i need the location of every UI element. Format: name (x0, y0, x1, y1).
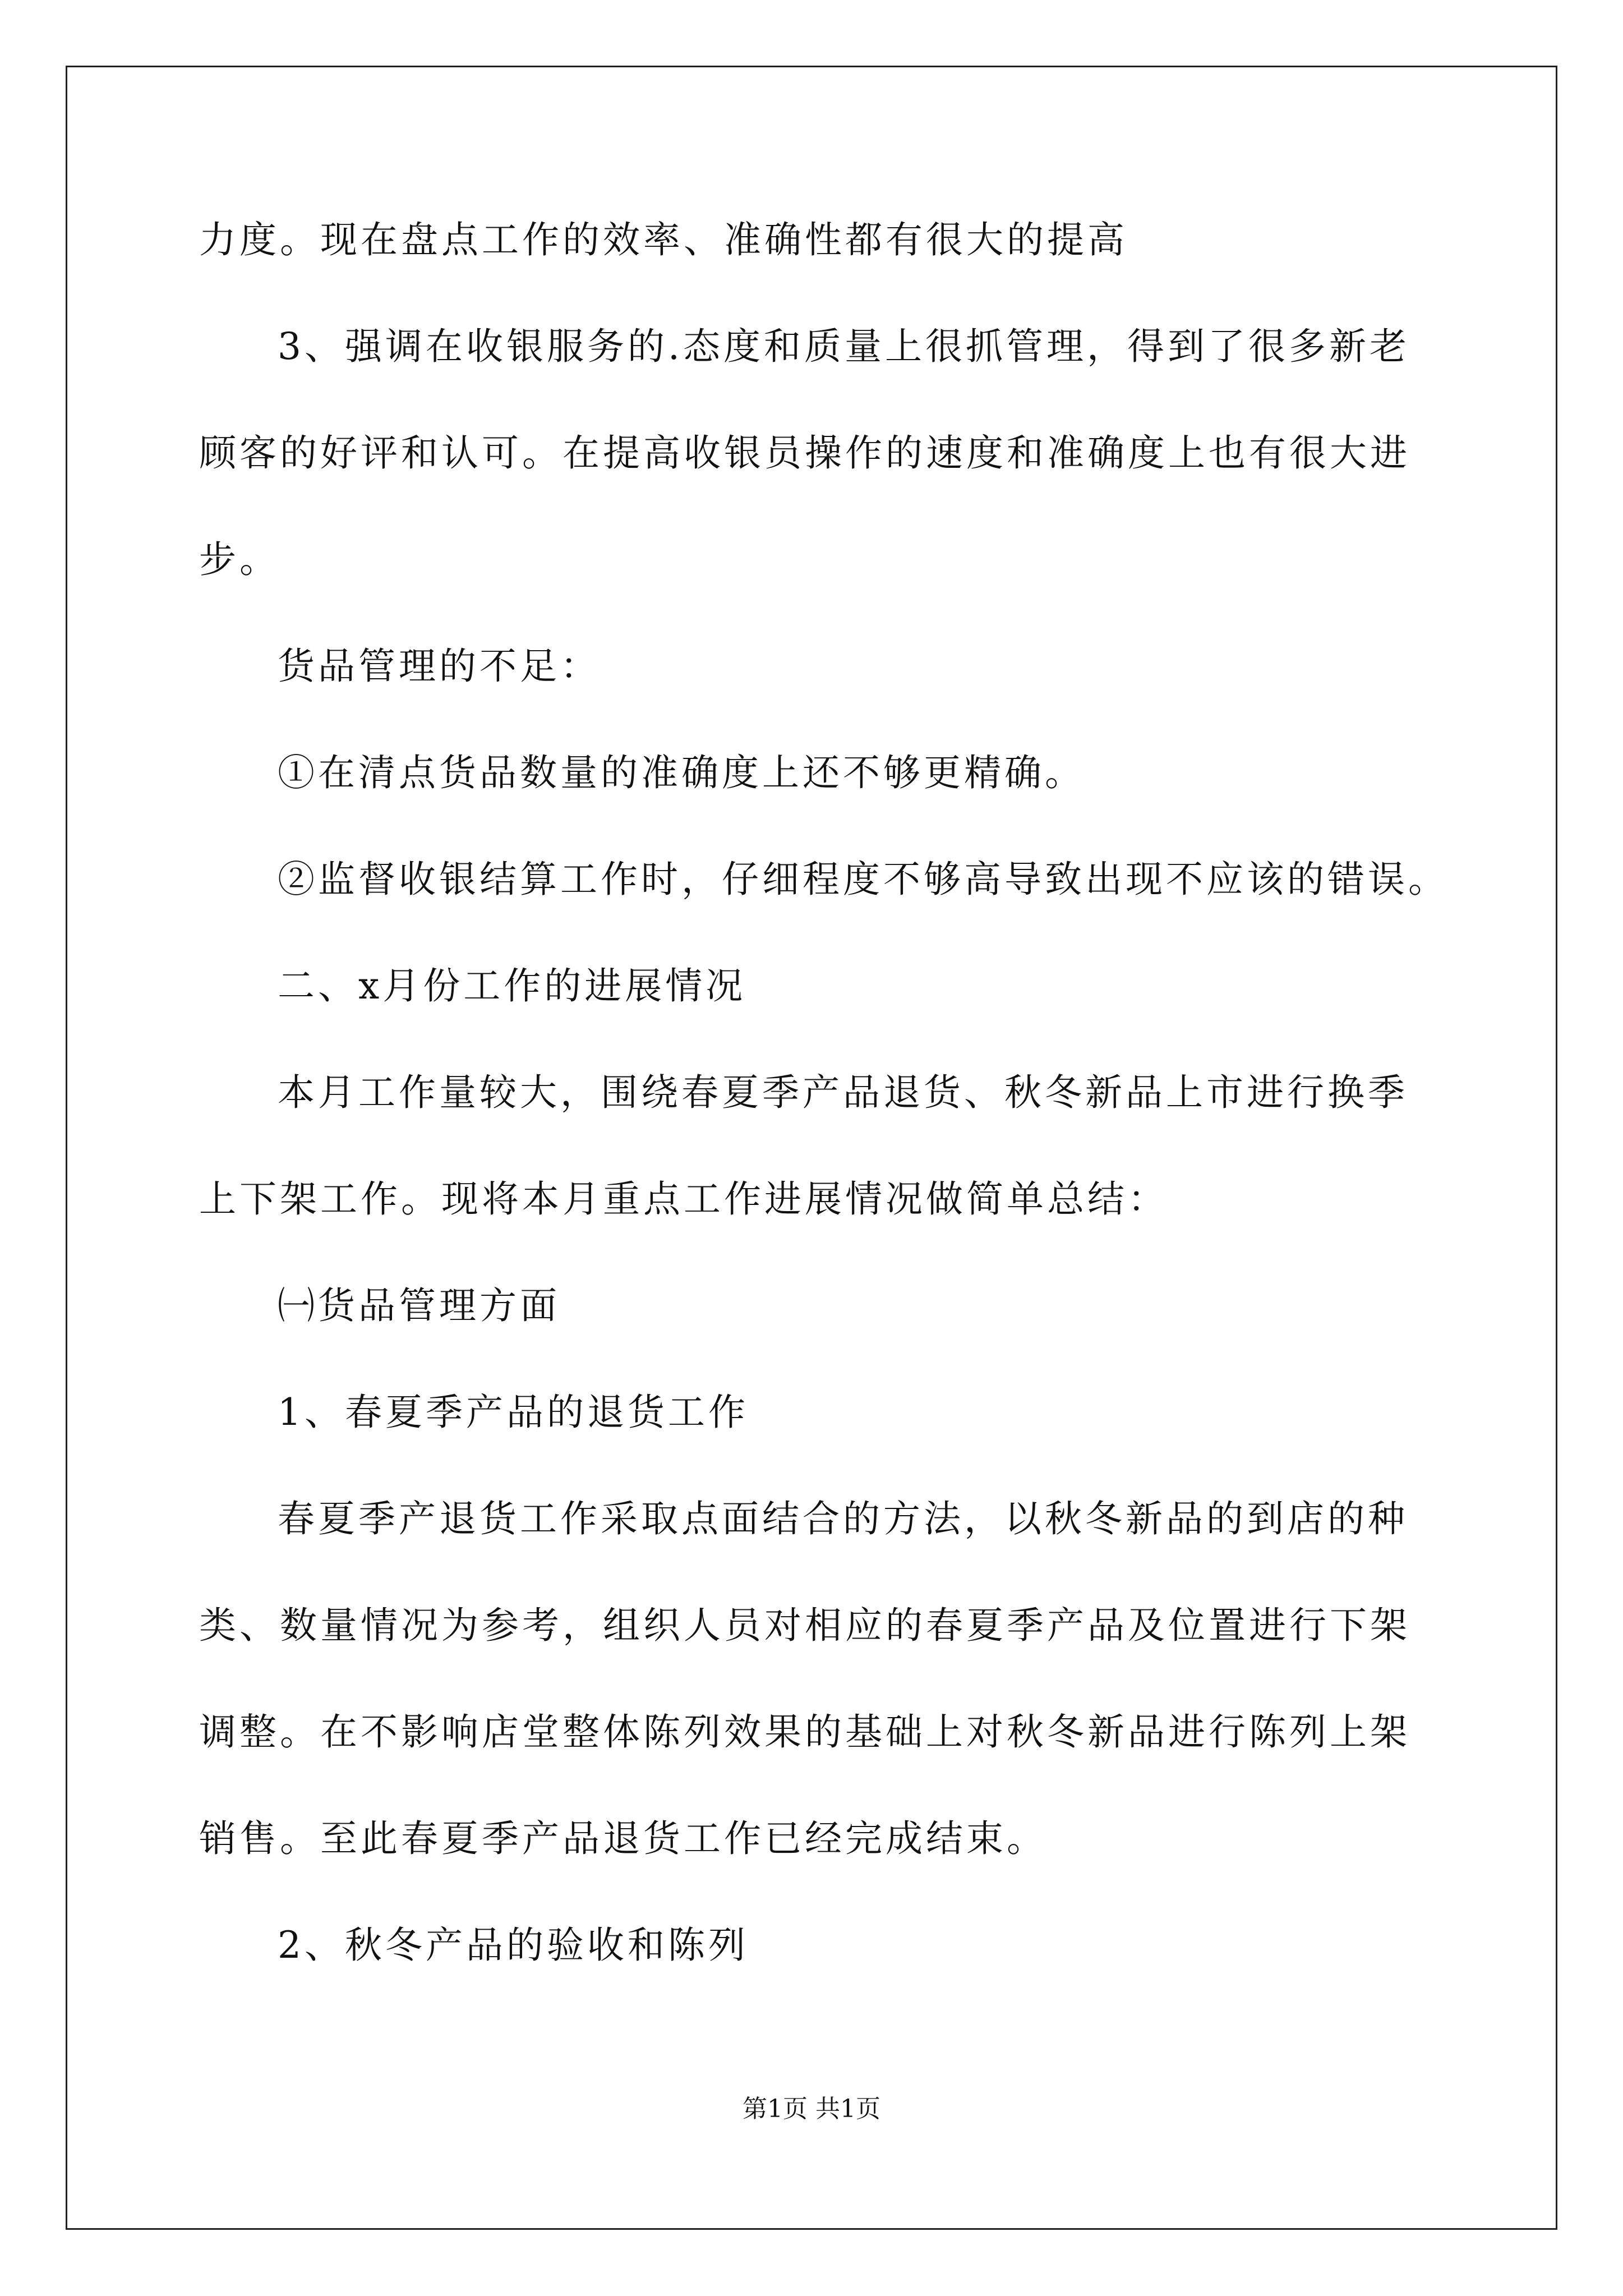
paragraph-line: 类、数量情况为参考，组织人员对相应的春夏季产品及位置进行下架 (199, 1604, 1410, 1647)
paragraph-line: 顾客的好评和认可。在提高收银员操作的速度和准确度上也有很大进 (199, 431, 1410, 475)
paragraph-line: 上下架工作。现将本月重点工作进展情况做简单总结： (199, 1177, 1168, 1221)
paragraph-line: 春夏季产退货工作采取点面结合的方法，以秋冬新品的到店的种 (278, 1497, 1408, 1540)
section-heading: 2、秋冬产品的验收和陈列 (278, 1924, 749, 1967)
list-item: ①在清点货品数量的准确度上还不够更精确。 (278, 751, 1085, 794)
list-item: ②监督收银结算工作时，仔细程度不够高导致出现不应该的错误。 (278, 858, 1449, 901)
section-heading: 货品管理的不足： (278, 645, 601, 688)
section-heading: 二、x月份工作的进展情况 (278, 964, 746, 1007)
page-border (66, 66, 1557, 2230)
paragraph-line: 本月工作量较大，围绕春夏季产品退货、秋冬新品上市进行换季 (278, 1071, 1408, 1114)
section-heading: 1、春夏季产品的退货工作 (278, 1391, 749, 1434)
page-number-footer: 第1页 共1页 (743, 2095, 880, 2123)
paragraph-line: 调整。在不影响店堂整体陈列效果的基础上对秋冬新品进行陈列上架 (199, 1710, 1410, 1754)
paragraph-line: 步。 (199, 538, 280, 581)
paragraph-line: 3、强调在收银服务的.态度和质量上很抓管理，得到了很多新老 (278, 325, 1410, 368)
section-heading: ㈠货品管理方面 (278, 1284, 560, 1327)
paragraph-line: 销售。至此春夏季产品退货工作已经完成结束。 (199, 1817, 1047, 1860)
paragraph-line: 力度。现在盘点工作的效率、准确性都有很大的提高 (199, 218, 1128, 261)
